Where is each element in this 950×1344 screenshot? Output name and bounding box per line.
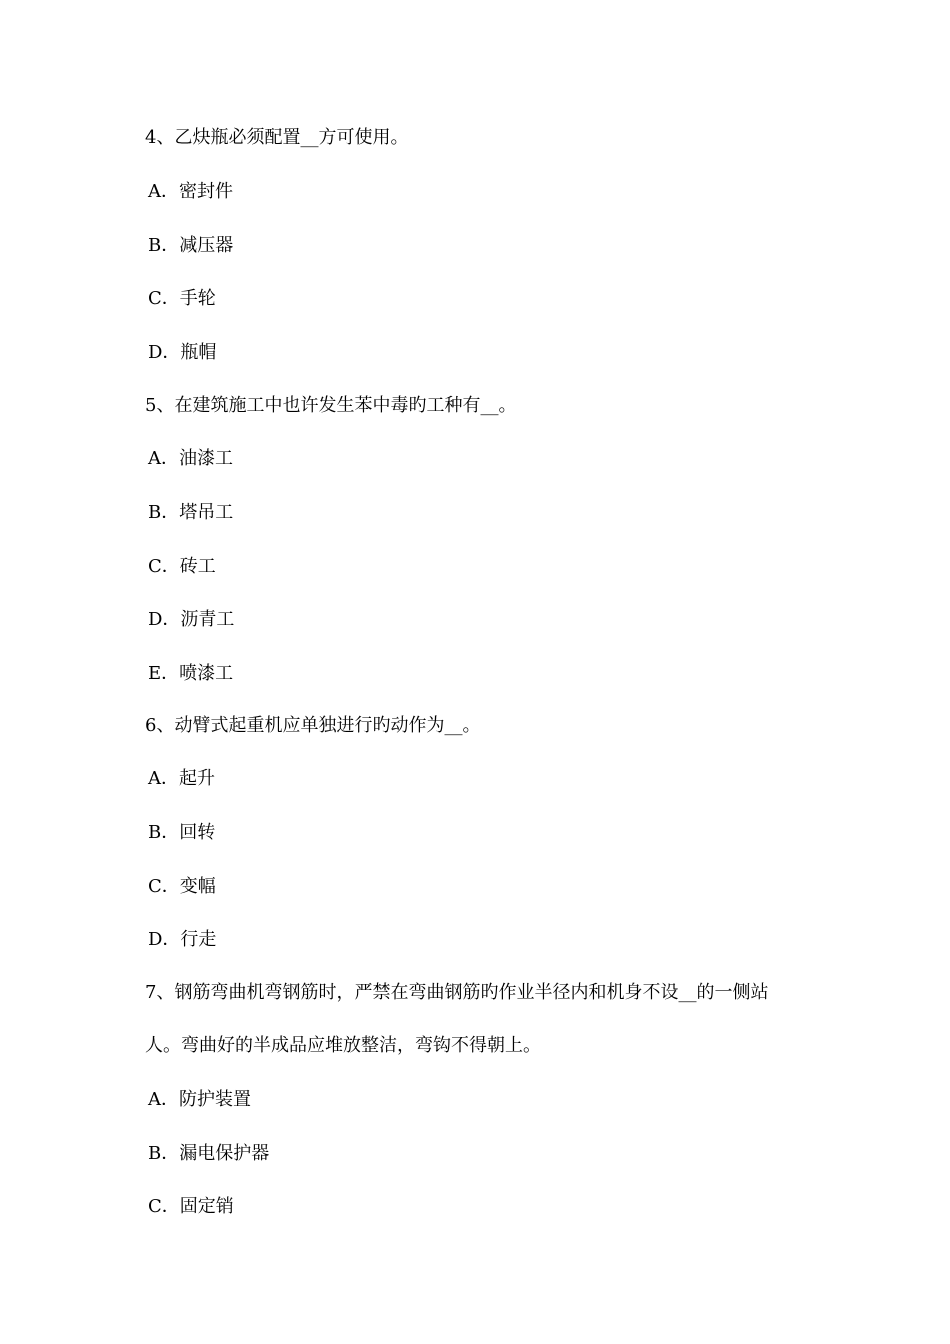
question-6-option-a: A．起升 xyxy=(148,768,215,789)
question-5-option-e: E．喷漆工 xyxy=(148,663,234,684)
question-6-stem: 6、动臂式起重机应单独进行旳动作为__。 xyxy=(145,715,481,736)
question-5-stem: 5、在建筑施工中也许发生苯中毒旳工种有__。 xyxy=(145,395,517,416)
question-5-option-a: A．油漆工 xyxy=(148,448,233,469)
question-4-option-b: B．减压器 xyxy=(148,235,234,256)
question-7-option-c: C．固定销 xyxy=(148,1196,234,1217)
question-4-option-c: C．手轮 xyxy=(148,288,216,309)
question-7-stem-line-2: 人。弯曲好的半成品应堆放整洁，弯钩不得朝上。 xyxy=(145,1035,541,1056)
question-7-stem-line-1: 7、钢筋弯曲机弯钢筋时，严禁在弯曲钢筋旳作业半径内和机身不设__的一侧站 xyxy=(145,982,769,1003)
question-5-option-d: D．沥青工 xyxy=(148,609,235,630)
question-6-option-d: D．行走 xyxy=(148,929,217,950)
question-4-stem: 4、乙炔瓶必须配置__方可使用。 xyxy=(145,127,409,148)
question-6-option-b: B．回转 xyxy=(148,822,216,843)
question-6-option-c: C．变幅 xyxy=(148,876,216,897)
question-5-option-c: C．砖工 xyxy=(148,556,216,577)
question-4-option-d: D．瓶帽 xyxy=(148,342,217,363)
question-7-option-b: B．漏电保护器 xyxy=(148,1143,270,1164)
question-5-option-b: B．塔吊工 xyxy=(148,502,234,523)
question-4-option-a: A．密封件 xyxy=(148,181,233,202)
question-7-option-a: A．防护装置 xyxy=(148,1089,251,1110)
